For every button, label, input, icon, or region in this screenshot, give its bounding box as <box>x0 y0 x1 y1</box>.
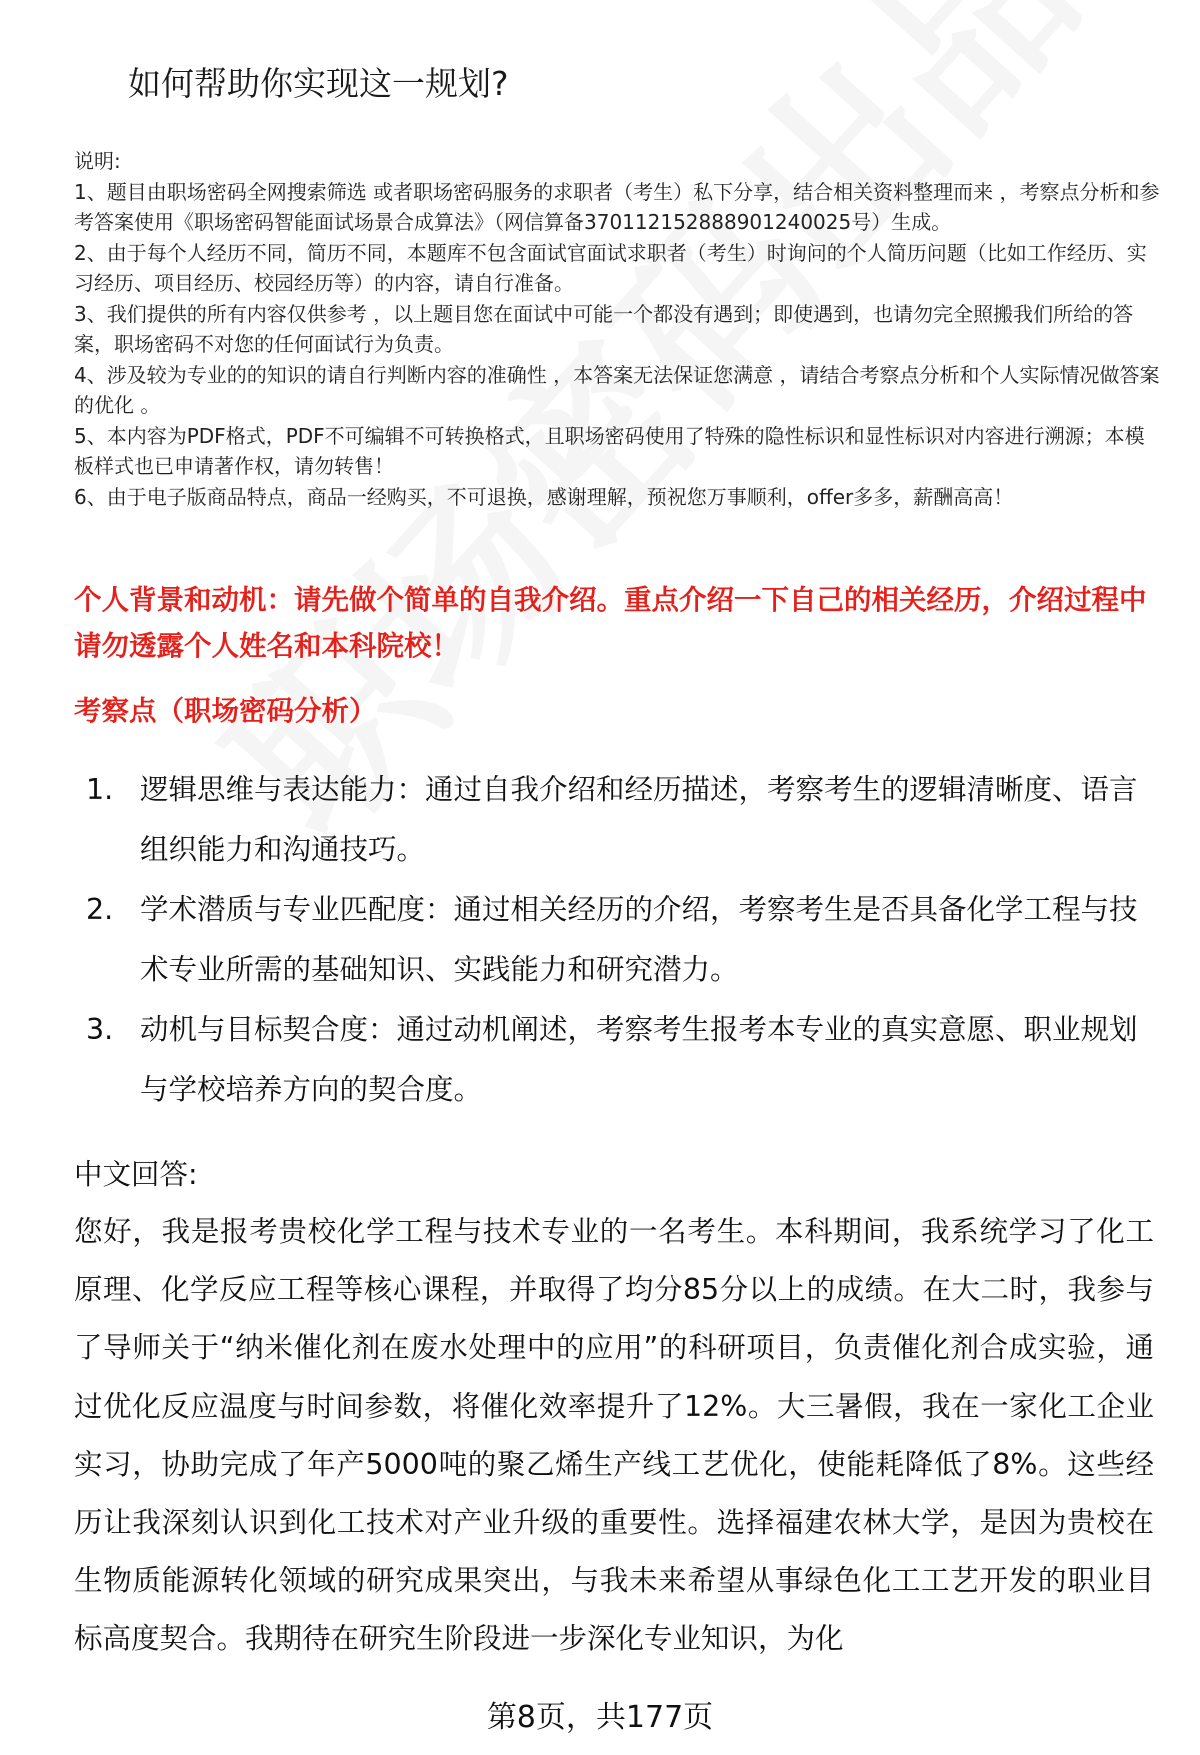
page-number: 第8页，共177页 <box>486 1700 714 1735</box>
point-text: 学术潜质与专业匹配度：通过相关经历的介绍，考察考生是否具备化学工程与技术专业所需的基础知识、实践能力和研究潜力。 <box>140 893 1138 986</box>
analysis-point <box>74 1000 1164 1120</box>
question-heading: 个人背景和动机：请先做个简单的自我介绍。重点介绍一下自己的相关经历，介绍过程中请勿透露个人姓名和本科院校！ <box>74 584 1147 662</box>
analysis-point <box>74 880 1164 1000</box>
note-item: 5、本内容为PDF格式，PDF不可编辑不可转换格式，且职场密码使用了特殊的隐性标识和显性标识对内容进行溯源；本模板样式也已申请著作权，请勿转售！ <box>74 423 1145 478</box>
point-text: 动机与目标契合度：通过动机阐述，考察考生报考本专业的真实意愿、职业规划与学校培养方向的契合度。 <box>140 1013 1138 1106</box>
note-item: 1、题目由职场密码全网搜索筛选 或者职场密码服务的求职者（考生）私下分享，结合相关资料整理而来 ，考察点分析和参考答案使用《职场密码智能面试场景合成算法》（网信算备370112152888901240025号）生成。 <box>74 179 1160 234</box>
page-title: 如何帮助你实现这一规划? <box>128 64 509 103</box>
point-text: 逻辑思维与表达能力：通过自我介绍和经历描述，考察考生的逻辑清晰度、语言组织能力和沟通技巧。 <box>140 773 1138 866</box>
note-item: 3、我们提供的所有内容仅供参考 ，以上题目您在面试中可能一个都没有遇到；即使遇到，也请勿完全照搬我们所给的答案，职场密码不对您的任何面试行为负责。 <box>74 301 1134 356</box>
point-number: 3. <box>86 1013 114 1046</box>
notes-heading: 说明: <box>74 149 121 173</box>
analysis-point <box>74 760 1164 880</box>
answer-label: 中文回答: <box>74 1158 198 1191</box>
note-item: 6、由于电子版商品特点，商品一经购买，不可退换，感谢理解，预祝您万事顺利，offer多多，薪酬高高！ <box>74 484 1014 509</box>
disclaimer-notes <box>74 146 1160 512</box>
analysis-points <box>74 760 1164 1120</box>
note-item: 2、由于每个人经历不同，简历不同，本题库不包含面试官面试求职者（考生）时询问的个人简历问题（比如工作经历、实习经历、项目经历、校园经历等）的内容，请自行准备。 <box>74 240 1147 295</box>
point-number: 2. <box>86 893 114 926</box>
analysis-heading: 考察点（职场密码分析） <box>74 695 377 727</box>
answer-body: 您好，我是报考贵校化学工程与技术专业的一名考生。本科期间，我系统学习了化工原理、化学反应工程等核心课程，并取得了均分85分以上的成绩。在大二时，我参与了导师关于“纳米催化剂在废水处理中的应用”的科研项目，负责催化剂合成实验，通过优化反应温度与时间参数，将催化效率提升了12%。大三暑假，我在一家化工企业实习，协助完成了年产5000吨的聚乙烯生产线工艺优化，使能耗降低了8%。这些经历让我深刻认识到化工技术对产业升级的重要性。选择福建农林大学，是因为贵校在生物质能源转化领域的研究成果突出，与我未来希望从事绿色化工工艺开发的职业目标高度契合。我期待在研究生阶段进一步深化专业知识，为化 <box>74 1215 1154 1656</box>
note-item: 4、涉及较为专业的的知识的请自行判断内容的准确性 ，本答案无法保证您满意 ，请结合考察点分析和个人实际情况做答案的优化 。 <box>74 362 1160 417</box>
point-number: 1. <box>86 773 114 806</box>
